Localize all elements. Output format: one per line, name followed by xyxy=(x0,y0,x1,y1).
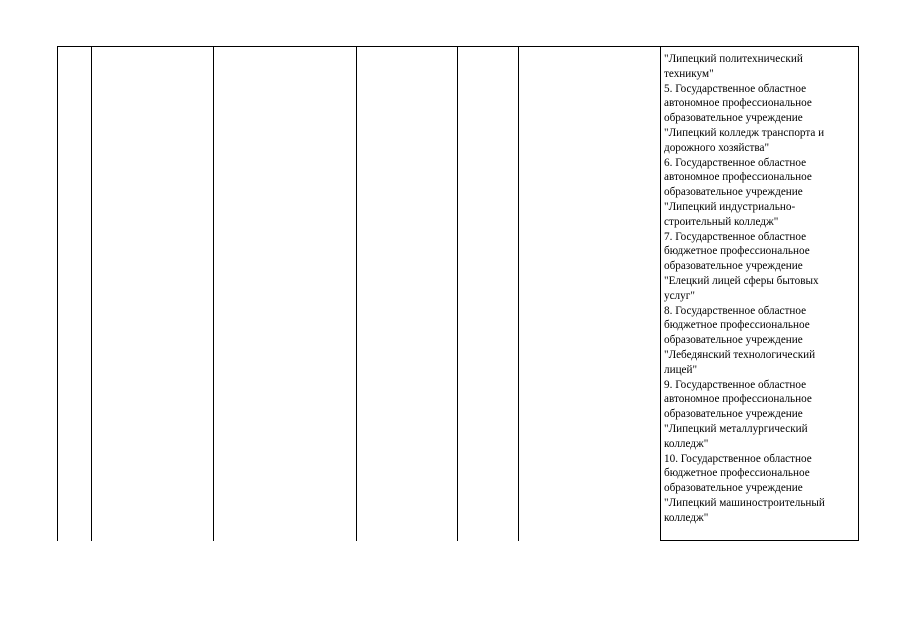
text-line: 5. Государственное областное xyxy=(664,82,807,95)
text-line: бюджетное профессиональное xyxy=(664,467,810,480)
text-line: автономное профессиональное xyxy=(664,393,812,406)
column-border-1 xyxy=(57,46,58,541)
text-line: 7. Государственное областное xyxy=(664,230,807,243)
text-line: "Липецкий индустриально- xyxy=(664,200,796,213)
text-line: автономное профессиональное xyxy=(664,97,812,110)
text-line: строительный колледж" xyxy=(664,215,779,228)
text-line: "Липецкий машиностроительный xyxy=(664,496,825,509)
text-line: бюджетное профессиональное xyxy=(664,319,810,332)
column-border-5 xyxy=(457,46,458,541)
text-line: лицей" xyxy=(664,363,698,376)
text-line: 8. Государственное областное xyxy=(664,304,807,317)
text-line: "Лебедянский технологический xyxy=(664,348,816,361)
text-line: образовательное учреждение xyxy=(664,260,803,273)
column-border-2 xyxy=(91,46,92,541)
text-line: автономное профессиональное xyxy=(664,171,812,184)
text-line: "Липецкий колледж транспорта и xyxy=(664,126,825,139)
institutions-list xyxy=(664,52,856,526)
text-line: образовательное учреждение xyxy=(664,112,803,125)
text-line: услуг" xyxy=(664,289,695,302)
text-line: бюджетное профессиональное xyxy=(664,245,810,258)
text-line: образовательное учреждение xyxy=(664,334,803,347)
text-line: образовательное учреждение xyxy=(664,482,803,495)
text-line: колледж" xyxy=(664,437,709,450)
text-line: 6. Государственное областное xyxy=(664,156,807,169)
text-line: колледж" xyxy=(664,511,709,524)
text-line: 10. Государственное областное xyxy=(664,452,812,465)
text-line: дорожного хозяйства" xyxy=(664,141,770,154)
text-line: "Липецкий металлургический xyxy=(664,422,808,435)
text-line: образовательное учреждение xyxy=(664,408,803,421)
text-line: техникум" xyxy=(664,67,714,80)
column-border-4 xyxy=(356,46,357,541)
text-line: "Липецкий политехнический xyxy=(664,53,803,65)
column-border-6 xyxy=(518,46,519,541)
text-line: 9. Государственное областное xyxy=(664,378,807,391)
text-line: образовательное учреждение xyxy=(664,186,803,199)
text-line: "Елецкий лицей сферы бытовых xyxy=(664,274,819,287)
column-border-3 xyxy=(213,46,214,541)
